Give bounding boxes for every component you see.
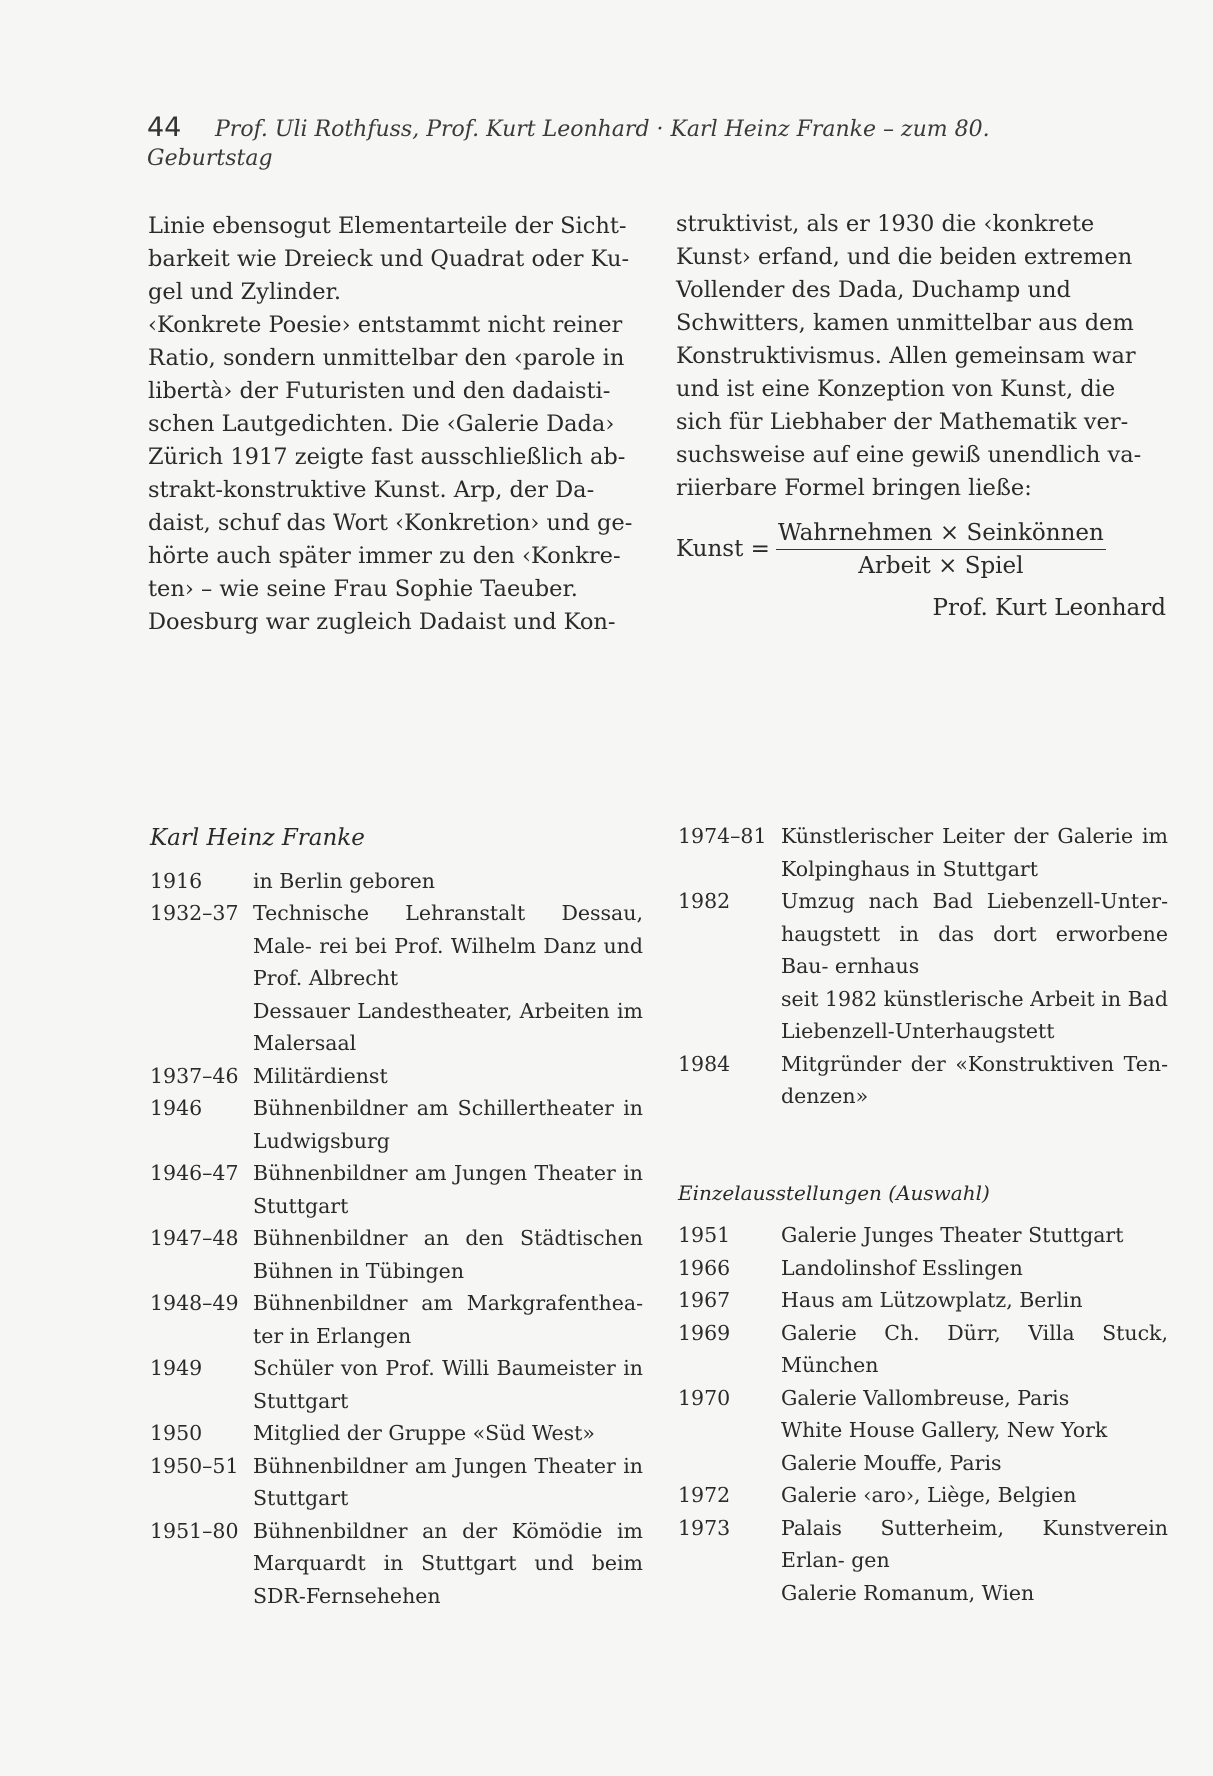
page-number: 44 — [147, 112, 182, 143]
entry-text: Schüler von Prof. Willi Baumeister in Stuttgart — [253, 1356, 643, 1413]
text-line: strakt-konstruktive Kunst. Arp, der Da- — [148, 477, 595, 503]
entry-text: White House Gallery, New York — [781, 1418, 1108, 1442]
text-line: ‹Konkrete Poesie› entstammt nicht reiner — [148, 312, 623, 338]
timeline-entry — [678, 983, 1168, 1048]
running-title: Prof. Uli Rothfuss, Prof. Kurt Leonhard · Karl Heinz Franke – zum 80. Geburtstag — [147, 117, 990, 171]
timeline-entry — [678, 1317, 1168, 1382]
timeline-entry — [678, 1577, 1168, 1610]
entry-text: Bühnenbildner am Jungen Theater in Stuttgart — [253, 1161, 643, 1218]
entry-text: Militärdienst — [253, 1063, 388, 1088]
timeline-entry — [678, 1284, 1168, 1317]
timeline-entry — [150, 1092, 643, 1157]
exhibitions-list — [678, 1219, 1168, 1609]
timeline-entry — [678, 1479, 1168, 1512]
entry-year: 1973 — [678, 1515, 731, 1540]
entry-text: Galerie Mouffe, Paris — [781, 1450, 1002, 1475]
timeline-entry — [150, 865, 643, 898]
timeline-entry — [678, 1447, 1168, 1480]
entry-year: 1966 — [678, 1255, 731, 1280]
biography-left-column — [150, 822, 643, 1612]
timeline-entry — [678, 1414, 1168, 1447]
entry-text: Landolinshof Esslingen — [781, 1255, 1023, 1280]
entry-text: Bühnenbildner am Jungen Theater in Stuttgart — [253, 1453, 643, 1510]
formula-lhs: Kunst = — [676, 536, 770, 562]
timeline-entry — [150, 1060, 643, 1093]
essay-left-column — [148, 210, 636, 639]
biography-right-column — [678, 820, 1168, 1609]
entry-text: Künstlerischer Leiter der Galerie im Kolpinghaus in Stuttgart — [781, 824, 1168, 881]
entry-text: Bühnenbildner am Markgrafenthea- ter in Erlangen — [253, 1291, 643, 1348]
text-line: Konstruktivismus. Allen gemeinsam war — [676, 343, 1136, 369]
timeline-entry — [678, 820, 1168, 885]
entry-text: Bühnenbildner an den Städtischen Bühnen in Tübingen — [253, 1226, 643, 1283]
timeline-entry — [150, 995, 643, 1060]
text-line: Kunst› erfand, und die beiden extremen — [676, 244, 1133, 270]
entry-text: seit 1982 künstlerische Arbeit in Bad Liebenzell-Unterhaugstett — [781, 986, 1168, 1043]
formula-denominator: Arbeit × Spiel — [858, 553, 1024, 579]
timeline-entry — [678, 1252, 1168, 1285]
entry-year: 1984 — [678, 1051, 731, 1076]
biography-title: Karl Heinz Franke — [150, 825, 365, 851]
text-line: struktivist, als er 1930 die ‹konkrete — [676, 211, 1095, 237]
entry-text: Galerie Ch. Dürr, Villa Stuck, München — [781, 1320, 1168, 1377]
timeline-entry — [150, 1417, 643, 1450]
entry-text: Technische Lehranstalt Dessau, Male- rei bei Prof. Wilhelm Danz und Prof. Albrecht — [253, 901, 643, 990]
entry-year: 1951–80 — [150, 1518, 239, 1543]
entry-year: 1951 — [678, 1223, 731, 1247]
timeline-entry — [150, 1450, 643, 1515]
entry-year: 1916 — [150, 868, 203, 893]
timeline-entry — [150, 1157, 643, 1222]
entry-year: 1950 — [150, 1421, 203, 1445]
entry-year: 1937–46 — [150, 1063, 239, 1088]
entry-text: Mitgründer der «Konstruktiven Ten- denzen» — [781, 1051, 1168, 1108]
text-line: und ist eine Konzeption von Kunst, die — [676, 376, 1116, 402]
text-line: hörte auch später immer zu den ‹Konkre- — [148, 543, 621, 569]
entry-text: Dessauer Landestheater, Arbeiten im Malersaal — [253, 998, 643, 1055]
timeline-entry — [150, 1287, 643, 1352]
entry-text: Palais Sutterheim, Kunstverein Erlan- gen — [781, 1515, 1168, 1572]
art-formula — [676, 519, 1166, 580]
timeline-entry — [678, 1382, 1168, 1415]
entry-text: in Berlin geboren — [253, 868, 435, 893]
text-line: Doesburg war zugleich Dadaist und Kon- — [148, 609, 616, 635]
formula-numerator: Wahrnehmen × Seinkönnen — [776, 519, 1106, 550]
entry-text: Haus am Lützowplatz, Berlin — [781, 1288, 1083, 1312]
entry-year: 1946 — [150, 1096, 203, 1120]
text-line: daist, schuf das Wort ‹Konkretion› und ge- — [148, 510, 633, 536]
entry-year: 1948–49 — [150, 1291, 239, 1315]
entry-text: Galerie Romanum, Wien — [781, 1580, 1035, 1605]
text-line: sich für Liebhaber der Mathematik ver- — [676, 409, 1129, 435]
timeline-entry — [678, 885, 1168, 983]
entry-year: 1946–47 — [150, 1161, 239, 1185]
entry-text: Bühnenbildner am Schillertheater in Ludwigsburg — [253, 1096, 643, 1153]
entry-text: Galerie ‹aro›, Liège, Belgien — [781, 1483, 1077, 1507]
entry-year: 1949 — [150, 1356, 203, 1380]
biography-list-continued — [678, 820, 1168, 1113]
text-line: ten› – wie seine Frau Sophie Taeuber. — [148, 576, 578, 602]
entry-year: 1947–48 — [150, 1226, 239, 1250]
exhibitions-title: Einzelausstellungen (Auswahl) — [678, 1180, 990, 1205]
text-line: Linie ebensogut Elementarteile der Sicht- — [148, 213, 627, 239]
text-line: suchsweise auf eine gewiß unendlich va- — [676, 442, 1142, 468]
essay-paragraph — [148, 309, 636, 639]
timeline-entry — [150, 1222, 643, 1287]
entry-text: Galerie Vallombreuse, Paris — [781, 1385, 1070, 1410]
entry-year: 1969 — [678, 1320, 731, 1345]
entry-text: Mitglied der Gruppe «Süd West» — [253, 1421, 595, 1445]
text-line: barkeit wie Dreieck und Quadrat oder Ku- — [148, 246, 630, 272]
entry-year: 1932–37 — [150, 901, 239, 925]
timeline-entry — [678, 1048, 1168, 1113]
timeline-entry — [678, 1512, 1168, 1577]
text-line: gel und Zylinder. — [148, 279, 341, 305]
author-signature: Prof. Kurt Leonhard — [932, 595, 1166, 621]
formula-fraction — [776, 519, 1106, 580]
text-line: schen Lautgedichten. Die ‹Galerie Dada› — [148, 411, 615, 437]
text-line: Ratio, sondern unmittelbar den ‹parole in — [148, 345, 625, 371]
essay-paragraph — [148, 210, 636, 309]
essay-right-column — [676, 208, 1166, 625]
biography-list — [150, 865, 643, 1613]
timeline-entry — [678, 1219, 1168, 1252]
text-line: Zürich 1917 zeigte fast ausschließlich ab- — [148, 444, 626, 470]
entry-year: 1970 — [678, 1385, 731, 1410]
entry-year: 1967 — [678, 1288, 731, 1312]
text-line: riierbare Formel bringen ließe: — [676, 475, 1032, 501]
page-header — [147, 112, 1093, 171]
entry-text: Umzug nach Bad Liebenzell-Unter- haugstett in das dort erworbene Bau- ernhaus — [781, 889, 1168, 978]
entry-year: 1972 — [678, 1483, 731, 1507]
entry-text: Bühnenbildner an der Kömödie im Marquardt in Stuttgart und beim SDR-Fernsehehen — [253, 1518, 643, 1608]
timeline-entry — [150, 1515, 643, 1613]
text-line: libertà› der Futuristen und den dadaisti- — [148, 378, 611, 404]
timeline-entry — [150, 897, 643, 995]
entry-text: Galerie Junges Theater Stuttgart — [781, 1223, 1124, 1247]
text-line: Vollender des Dada, Duchamp und — [676, 277, 1071, 303]
entry-year: 1982 — [678, 889, 731, 913]
entry-year: 1950–51 — [150, 1453, 239, 1478]
text-line: Schwitters, kamen unmittelbar aus dem — [676, 310, 1134, 336]
timeline-entry — [150, 1352, 643, 1417]
entry-year: 1974–81 — [678, 824, 767, 848]
